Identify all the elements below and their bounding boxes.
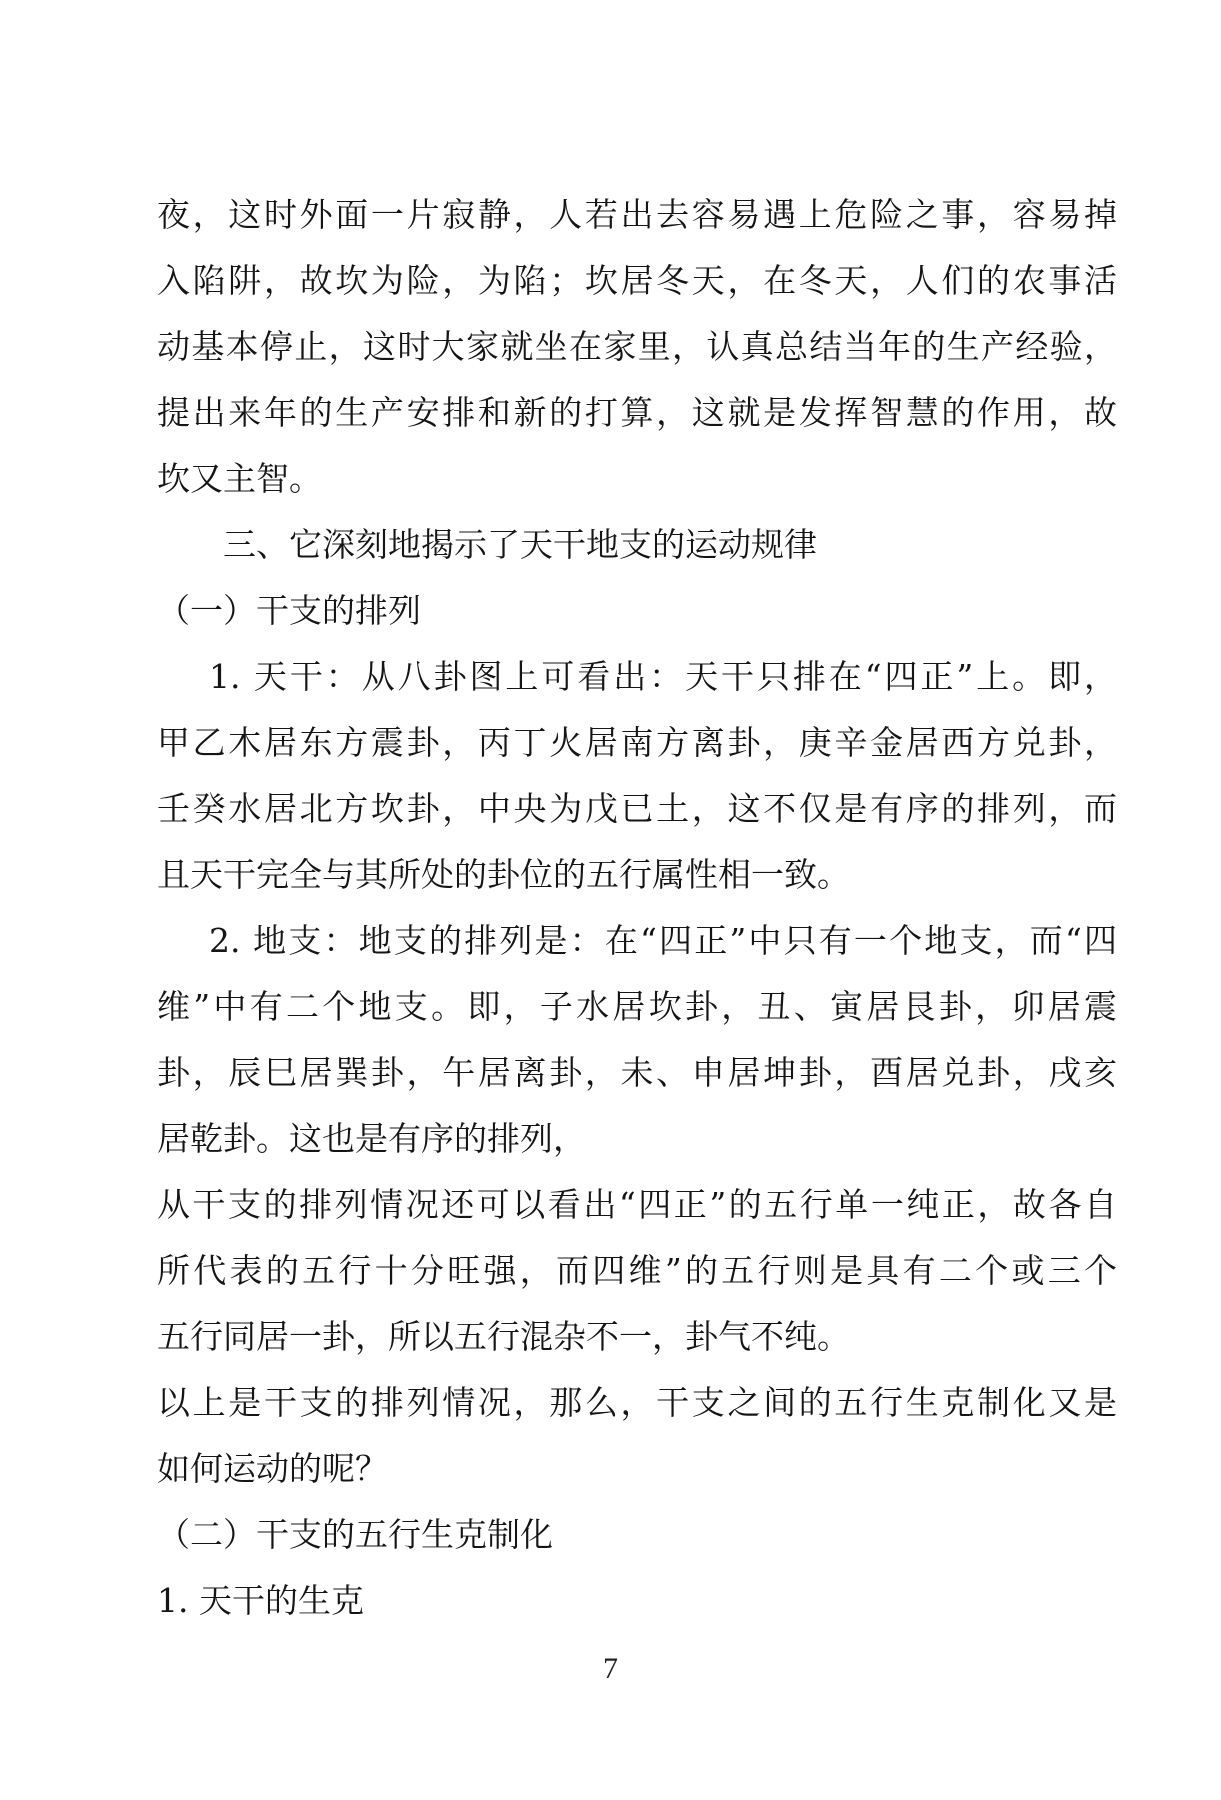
text-line: 1. 天干：从八卦图上可看出：天干只排在“四正”上。即， xyxy=(209,657,1117,696)
text-line: 从干支的排列情况还可以看出“四正”的五行单一纯正，故各自 xyxy=(157,1185,1117,1224)
text-line: 以上是干支的排列情况，那么，干支之间的五行生克制化又是 xyxy=(157,1383,1117,1422)
page-number: 7 xyxy=(603,1652,618,1685)
text-line: 坎又主智。 xyxy=(157,459,322,498)
text-line: 如何运动的呢？ xyxy=(157,1449,388,1488)
text-line: 所代表的五行十分旺强，而四维”的五行则是具有二个或三个 xyxy=(157,1251,1117,1290)
subsection-heading: （一）干支的排列 xyxy=(157,591,421,630)
subsection-heading: （二）干支的五行生克制化 xyxy=(157,1515,553,1554)
section-heading: 三、它深刻地揭示了天干地支的运动规律 xyxy=(223,525,817,564)
text-line: 五行同居一卦，所以五行混杂不一，卦气不纯。 xyxy=(157,1317,850,1356)
text-line: 卦，辰巳居巽卦，午居离卦，未、申居坤卦，酉居兑卦，戌亥 xyxy=(157,1053,1117,1092)
text-line: 2. 地支：地支的排列是：在“四正”中只有一个地支，而“四 xyxy=(209,921,1117,960)
text-line: 夜，这时外面一片寂静，人若出去容易遇上危险之事，容易掉 xyxy=(157,195,1117,234)
text-line: 且天干完全与其所处的卦位的五行属性相一致。 xyxy=(157,855,850,894)
text-line: 壬癸水居北方坎卦，中央为戊已土，这不仅是有序的排列，而 xyxy=(157,789,1117,828)
text-line: 甲乙木居东方震卦，丙丁火居南方离卦，庚辛金居西方兑卦， xyxy=(157,723,1117,762)
text-line: 居乾卦。这也是有序的排列， xyxy=(157,1119,586,1158)
item-heading: 1. 天干的生克 xyxy=(157,1581,364,1620)
text-line: 提出来年的生产安排和新的打算，这就是发挥智慧的作用，故 xyxy=(157,393,1117,432)
text-line: 维”中有二个地支。即，子水居坎卦，丑、寅居艮卦，卯居震 xyxy=(157,987,1117,1026)
body-text xyxy=(157,182,1117,1634)
text-line: 动基本停止，这时大家就坐在家里，认真总结当年的生产经验， xyxy=(157,327,1117,366)
text-line: 入陷阱，故坎为险，为陷；坎居冬天，在冬天，人们的农事活 xyxy=(157,261,1117,300)
